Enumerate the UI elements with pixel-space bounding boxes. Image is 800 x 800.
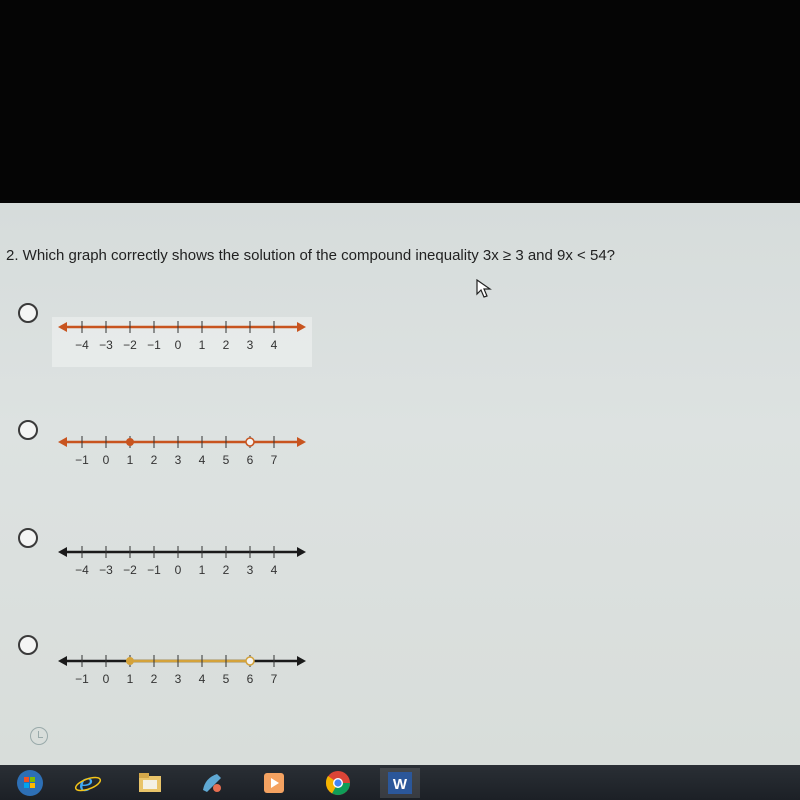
closed-endpoint <box>126 657 134 665</box>
option-b-radio[interactable] <box>18 420 38 440</box>
clock-icon <box>30 727 48 745</box>
option-d[interactable] <box>0 635 340 725</box>
tick-label: 0 <box>174 338 182 352</box>
right-arrow-icon <box>297 656 306 666</box>
file-explorer-icon[interactable] <box>134 768 166 798</box>
tick-label: 3 <box>174 672 182 686</box>
option-a-radio[interactable] <box>18 303 38 323</box>
tick-label: 0 <box>102 453 110 467</box>
option-d-radio[interactable] <box>18 635 38 655</box>
media-icon[interactable] <box>258 768 290 798</box>
closed-endpoint <box>126 438 134 446</box>
option-c-number-line <box>52 542 312 592</box>
tick-label: 2 <box>150 453 158 467</box>
option-b-number-line <box>52 432 312 482</box>
tick-label: 6 <box>246 672 254 686</box>
tick-label: 3 <box>246 338 254 352</box>
tick-label: −1 <box>147 338 161 352</box>
svg-text:W: W <box>392 776 408 793</box>
tick-label: 4 <box>198 453 206 467</box>
right-arrow-icon <box>297 437 306 447</box>
tick-label: 1 <box>126 672 134 686</box>
chrome-icon[interactable] <box>322 768 354 798</box>
tick-label: −4 <box>75 563 89 577</box>
option-a[interactable] <box>0 295 340 385</box>
taskbar <box>0 765 800 800</box>
option-d-number-line <box>52 651 312 701</box>
tick-label: 5 <box>222 453 230 467</box>
paint-icon[interactable] <box>196 768 228 798</box>
svg-text:e: e <box>79 769 94 797</box>
tick-label: −2 <box>123 563 137 577</box>
number-line-graph <box>52 651 312 701</box>
tick-label: 5 <box>222 672 230 686</box>
option-c[interactable] <box>0 528 340 618</box>
quiz-screen <box>0 203 800 765</box>
tick-label: 6 <box>246 453 254 467</box>
tick-label: 2 <box>222 563 230 577</box>
left-arrow-icon <box>58 656 67 666</box>
open-endpoint <box>246 657 254 665</box>
left-arrow-icon <box>58 437 67 447</box>
tick-label: 1 <box>198 563 206 577</box>
tick-label: 3 <box>246 563 254 577</box>
tick-label: −2 <box>123 338 137 352</box>
word-icon[interactable] <box>380 768 420 798</box>
right-arrow-icon <box>297 322 306 332</box>
tick-label: 7 <box>270 453 278 467</box>
option-b[interactable] <box>0 416 340 506</box>
tick-label: −1 <box>147 563 161 577</box>
start-icon[interactable] <box>14 768 46 798</box>
tick-label: 1 <box>198 338 206 352</box>
tick-label: 4 <box>198 672 206 686</box>
tick-label: 2 <box>222 338 230 352</box>
tick-label: 7 <box>270 672 278 686</box>
open-endpoint <box>246 438 254 446</box>
tick-label: −3 <box>99 338 113 352</box>
tick-label: −3 <box>99 563 113 577</box>
left-arrow-icon <box>58 547 67 557</box>
tick-label: 2 <box>150 672 158 686</box>
ie-icon[interactable] <box>72 768 104 798</box>
right-arrow-icon <box>297 547 306 557</box>
left-arrow-icon <box>58 322 67 332</box>
tick-label: 0 <box>174 563 182 577</box>
number-line-graph <box>52 432 312 482</box>
tick-label: 4 <box>270 563 278 577</box>
number-line-graph <box>52 317 312 367</box>
mouse-cursor-icon <box>476 279 492 299</box>
number-line-graph <box>52 542 312 592</box>
tick-label: 4 <box>270 338 278 352</box>
tick-label: 3 <box>174 453 182 467</box>
option-c-radio[interactable] <box>18 528 38 548</box>
tick-label: −1 <box>75 672 89 686</box>
tick-label: 0 <box>102 672 110 686</box>
question-text: 2. Which graph correctly shows the solution of the compound inequality 3x ≥ 3 and 9x < 54? <box>6 247 616 264</box>
option-a-number-line <box>52 317 312 367</box>
tick-label: −4 <box>75 338 89 352</box>
tick-label: −1 <box>75 453 89 467</box>
tick-label: 1 <box>126 453 134 467</box>
